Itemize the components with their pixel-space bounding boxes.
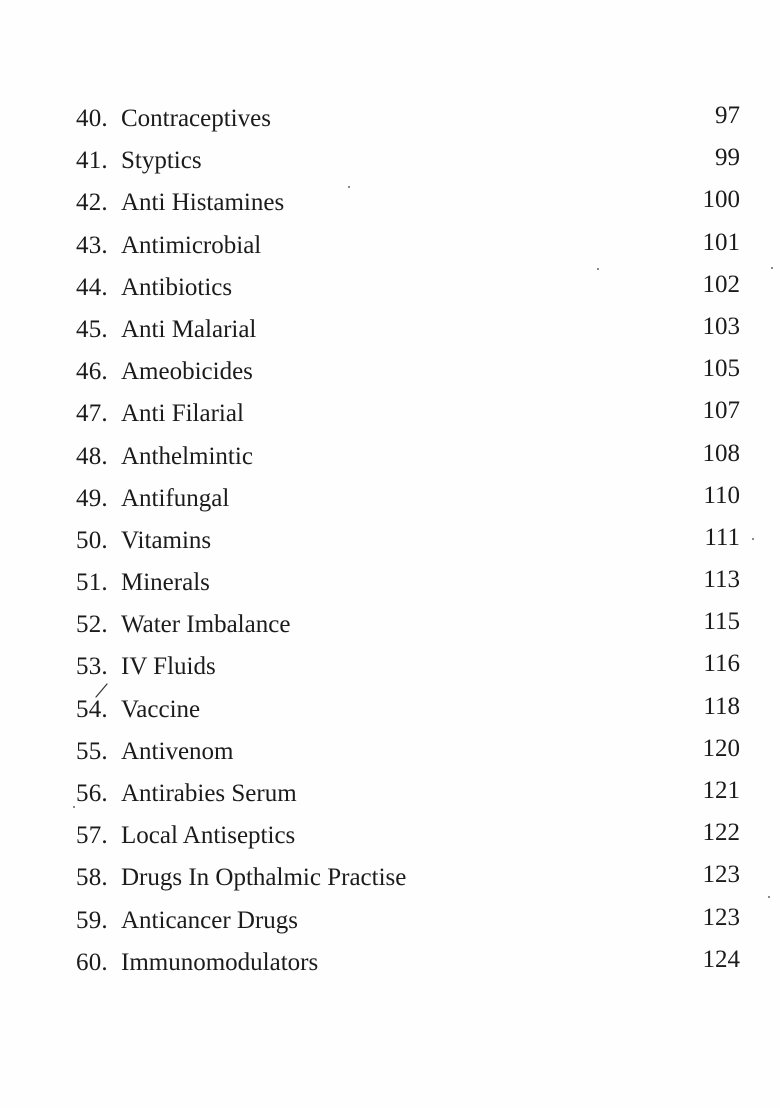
toc-entry — [76, 182, 740, 224]
toc-entry-title: Antivenom — [121, 737, 234, 765]
toc-entry-title: Styptics — [121, 147, 202, 175]
toc-entry-page-number: 108 — [702, 439, 740, 467]
toc-entry-number: 42. — [76, 189, 108, 217]
toc-entry — [76, 604, 740, 646]
toc-entry-page-number: 118 — [703, 692, 740, 720]
toc-entry-page-number: 105 — [702, 355, 740, 383]
toc-entry-title: Anthelmintic — [121, 442, 253, 470]
toc-entry-title: Water Imbalance — [121, 611, 291, 639]
toc-entry-page-number: 123 — [702, 861, 740, 889]
toc-entry-title: IV Fluids — [121, 653, 216, 681]
toc-entry-number: 44. — [76, 273, 108, 301]
toc-entry-number: 49. — [76, 484, 108, 512]
pen-tick-mark — [95, 682, 109, 698]
toc-entry — [76, 436, 740, 478]
toc-entry-title: Antirabies Serum — [121, 780, 297, 807]
toc-entry-page-number: 103 — [702, 312, 740, 340]
stray-speck — [597, 268, 599, 270]
toc-entry — [76, 815, 740, 857]
toc-entry-page-number: 111 — [704, 523, 740, 551]
toc-entry — [76, 98, 740, 140]
toc-entry — [76, 857, 740, 899]
toc-entry — [76, 689, 740, 731]
toc-entry — [76, 140, 740, 182]
toc-entry-title: Antimicrobial — [121, 231, 262, 259]
toc-entry-number: 50. — [76, 526, 108, 554]
stray-speck — [752, 538, 754, 540]
toc-entry-page-number: 100 — [702, 186, 740, 214]
toc-entry-page-number: 120 — [702, 734, 740, 762]
toc-entry-number: 58. — [76, 864, 108, 892]
toc-entry — [76, 267, 740, 309]
toc-entry-number: 45. — [76, 315, 108, 343]
toc-entry-title: Contraceptives — [121, 105, 271, 132]
toc-entry-number: 52. — [76, 611, 108, 639]
toc-entry-number: 59. — [76, 906, 108, 934]
toc-entry-title: Anticancer Drugs — [121, 906, 299, 934]
toc-entry-number: 56. — [76, 780, 108, 807]
toc-entry-number: 54. — [76, 695, 108, 723]
toc-entry — [76, 773, 740, 815]
toc-entry — [76, 731, 740, 773]
table-of-contents — [76, 98, 740, 984]
toc-entry — [76, 942, 740, 984]
stray-speck — [771, 267, 773, 269]
toc-entry-page-number: 107 — [702, 397, 740, 425]
toc-entry-title: Anti Filarial — [121, 400, 244, 428]
toc-entry-page-number: 113 — [703, 566, 740, 594]
toc-entry-page-number: 99 — [715, 144, 740, 172]
toc-entry — [76, 309, 740, 351]
toc-entry-number: 57. — [76, 822, 108, 850]
toc-entry-title: Immunomodulators — [121, 948, 319, 976]
toc-entry-title: Anti Malarial — [121, 315, 257, 343]
toc-entry — [76, 393, 740, 435]
toc-entry — [76, 562, 740, 604]
toc-entry-number: 41. — [76, 147, 108, 175]
stray-speck — [73, 806, 75, 808]
toc-entry-number: 55. — [76, 737, 108, 765]
toc-entry-title: Anti Histamines — [121, 189, 285, 217]
toc-entry — [76, 225, 740, 267]
toc-entry-number: 53. — [76, 653, 108, 681]
toc-entry-number: 43. — [76, 231, 108, 259]
toc-entry — [76, 646, 740, 688]
toc-entry — [76, 478, 740, 520]
toc-entry-title: Local Antiseptics — [121, 822, 296, 850]
toc-entry-title: Minerals — [121, 569, 210, 597]
toc-entry-page-number: 101 — [702, 228, 740, 256]
stray-speck — [768, 896, 770, 898]
toc-entry-page-number: 102 — [702, 270, 740, 298]
toc-entry-page-number: 116 — [703, 650, 740, 678]
toc-entry-number: 40. — [76, 105, 108, 132]
toc-entry-page-number: 110 — [703, 481, 740, 509]
toc-entry-title: Drugs In Opthalmic Practise — [121, 864, 407, 892]
toc-entry-title: Ameobicides — [121, 358, 253, 386]
toc-entry-page-number: 115 — [703, 608, 740, 636]
toc-entry-title: Antifungal — [121, 484, 230, 512]
toc-entry-number: 48. — [76, 442, 108, 470]
toc-entry-title: Vaccine — [121, 695, 201, 723]
toc-entry-title: Vitamins — [121, 526, 212, 554]
toc-entry-page-number: 124 — [702, 945, 740, 973]
stray-speck — [348, 186, 350, 188]
toc-entry — [76, 351, 740, 393]
toc-entry-number: 51. — [76, 569, 108, 597]
toc-entry — [76, 520, 740, 562]
toc-entry-page-number: 123 — [702, 903, 740, 931]
toc-entry-number: 46. — [76, 358, 108, 386]
toc-entry-title: Antibiotics — [121, 273, 233, 301]
toc-entry-page-number: 122 — [702, 819, 740, 847]
toc-entry — [76, 900, 740, 942]
toc-entry-number: 47. — [76, 400, 108, 428]
toc-entry-page-number: 97 — [715, 102, 740, 129]
toc-entry-page-number: 121 — [702, 777, 740, 804]
toc-entry-number: 60. — [76, 948, 108, 976]
